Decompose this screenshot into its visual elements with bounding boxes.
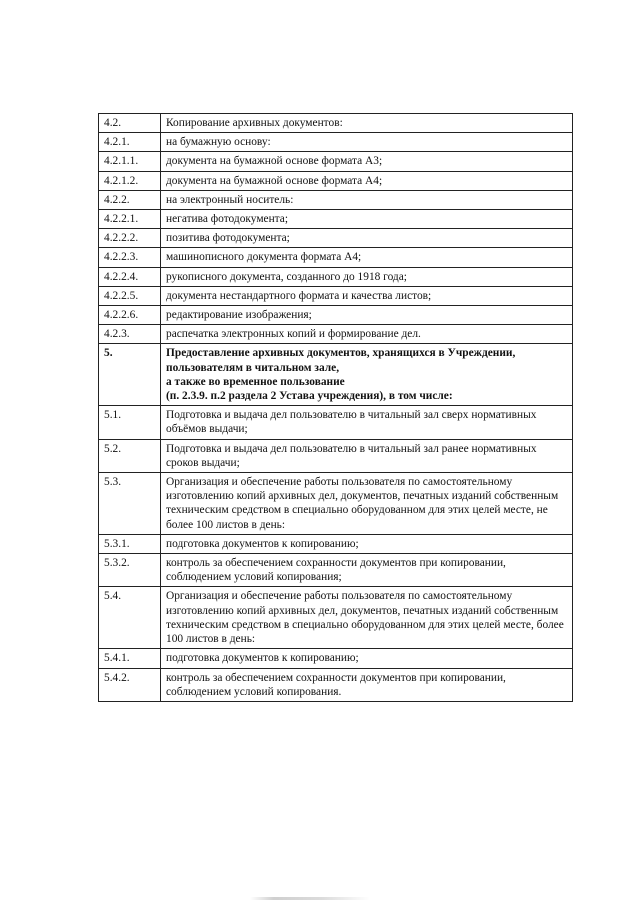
item-description: машинописного документа формата А4; <box>161 248 573 267</box>
item-description: Подготовка и выдача дел пользователю в читальный зал сверх нормативных объёмов выдачи; <box>161 406 573 439</box>
table-row <box>99 554 573 587</box>
item-number: 5.3.2. <box>99 554 161 587</box>
table-row <box>99 534 573 553</box>
table-row <box>99 587 573 649</box>
table-row <box>99 325 573 344</box>
item-number: 5.4.2. <box>99 668 161 701</box>
item-description: позитива фотодокумента; <box>161 229 573 248</box>
item-description: контроль за обеспечением сохранности документов при копировании, соблюдением условий копирования; <box>161 554 573 587</box>
item-description: распечатка электронных копий и формирование дел. <box>161 325 573 344</box>
item-number: 4.2.2.6. <box>99 306 161 325</box>
item-number: 4.2.2.1. <box>99 210 161 229</box>
item-number: 4.2.2.5. <box>99 286 161 305</box>
item-description: Организация и обеспечение работы пользователя по самостоятельному изготовлению копий архивных дел, документов, печатных изданий собственным техническим средством в специально оборудованном для этих целей месте, более 100 листов в день: <box>161 587 573 649</box>
table-row <box>99 171 573 190</box>
table-row <box>99 406 573 439</box>
table-row <box>99 190 573 209</box>
table-row <box>99 267 573 286</box>
item-description: Организация и обеспечение работы пользователя по самостоятельному изготовлению копий архивных дел, документов, печатных изданий собственным техническим средством в специально оборудованном для этих целей месте, не более 100 листов в день: <box>161 473 573 535</box>
item-description: документа на бумажной основе формата А3; <box>161 152 573 171</box>
table-row <box>99 210 573 229</box>
services-table <box>98 113 573 702</box>
item-number: 5.4. <box>99 587 161 649</box>
item-number: 5.4.1. <box>99 649 161 668</box>
item-number: 4.2.1. <box>99 133 161 152</box>
table-row <box>99 649 573 668</box>
table-row <box>99 286 573 305</box>
item-description: редактирование изображения; <box>161 306 573 325</box>
item-description: подготовка документов к копированию; <box>161 534 573 553</box>
item-description: на электронный носитель: <box>161 190 573 209</box>
table-row <box>99 344 573 406</box>
item-description: на бумажную основу: <box>161 133 573 152</box>
item-description: Предоставление архивных документов, хранящихся в Учреждении, пользователям в читальном зале, а также во временное пользование (п. 2.3.9. п.2 раздела 2 Устава учреждения), в том числе: <box>161 344 573 406</box>
table-row <box>99 114 573 133</box>
item-description: рукописного документа, созданного до 1918 года; <box>161 267 573 286</box>
table-row <box>99 248 573 267</box>
item-number: 5.3.1. <box>99 534 161 553</box>
item-number: 5. <box>99 344 161 406</box>
item-description: документа на бумажной основе формата А4; <box>161 171 573 190</box>
item-number: 4.2.1.2. <box>99 171 161 190</box>
item-number: 4.2.2.2. <box>99 229 161 248</box>
item-number: 5.3. <box>99 473 161 535</box>
item-number: 4.2.2. <box>99 190 161 209</box>
item-number: 4.2.2.4. <box>99 267 161 286</box>
table-row <box>99 473 573 535</box>
services-table-body <box>99 114 573 702</box>
item-description: негатива фотодокумента; <box>161 210 573 229</box>
footer-scan-mark <box>250 897 370 900</box>
table-row <box>99 668 573 701</box>
item-description: подготовка документов к копированию; <box>161 649 573 668</box>
item-number: 4.2.1.1. <box>99 152 161 171</box>
item-description: Копирование архивных документов: <box>161 114 573 133</box>
item-description: Подготовка и выдача дел пользователю в читальный зал ранее нормативных сроков выдачи; <box>161 439 573 472</box>
item-number: 4.2. <box>99 114 161 133</box>
item-number: 5.2. <box>99 439 161 472</box>
item-number: 5.1. <box>99 406 161 439</box>
table-row <box>99 152 573 171</box>
item-description: документа нестандартного формата и качества листов; <box>161 286 573 305</box>
table-row <box>99 306 573 325</box>
table-row <box>99 229 573 248</box>
table-row <box>99 439 573 472</box>
item-description: контроль за обеспечением сохранности документов при копировании, соблюдением условий копирования. <box>161 668 573 701</box>
item-number: 4.2.3. <box>99 325 161 344</box>
item-number: 4.2.2.3. <box>99 248 161 267</box>
table-row <box>99 133 573 152</box>
